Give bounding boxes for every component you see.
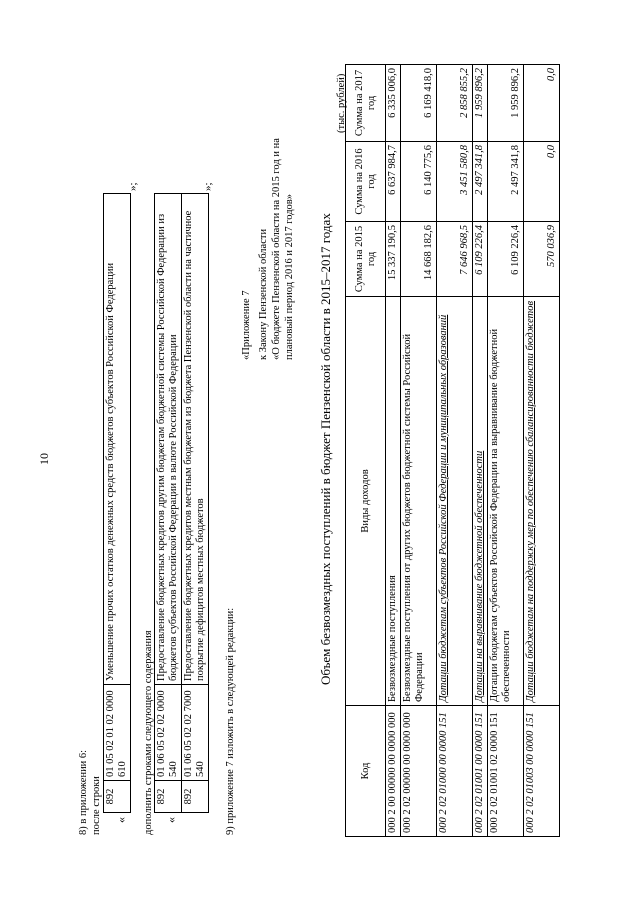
- cell-2015: 6 109 226,4: [473, 222, 488, 297]
- header-kind: Виды доходов: [346, 297, 386, 706]
- header-2017: Сумма на 2017 год: [346, 65, 386, 142]
- cell-name: Безвозмездные поступления от других бюджетов бюджетной системы Российской Федерации: [401, 297, 437, 706]
- cell-2016: 2 497 341,8: [473, 142, 488, 222]
- section9-heading: 9) приложение 7 изложить в следующей редакции:: [225, 607, 236, 835]
- cell-2015: 15 337 190,5: [386, 222, 401, 297]
- table-row: [104, 194, 131, 813]
- cell-name: Дотации бюджетам субъектов Российской Федерации и муниципальных образований: [437, 297, 473, 706]
- appendix7-header: [240, 138, 296, 360]
- appendix6-new-rows-table: [154, 193, 209, 813]
- cell-code: 000 2 02 00000 00 0000 000: [401, 706, 437, 837]
- cell-2016: 6 140 775,6: [401, 142, 437, 222]
- cell-2017: 1 959 896,2: [473, 65, 488, 142]
- cell-2017: 0,0: [524, 65, 560, 142]
- cell-2015: 14 668 182,6: [401, 222, 437, 297]
- cell-admin: 892: [104, 781, 131, 813]
- cell-name: Предоставление бюджетных кредитов другим бюджетам бюджетной системы Российской Федерации из бюджетов субъектов Российской Федерации в валюте Российской Федерации: [155, 194, 182, 685]
- cell-code: 01 06 05 02 02 7000 540: [182, 685, 209, 781]
- table-row: [473, 65, 488, 837]
- cell-2015: 6 109 226,4: [488, 222, 524, 297]
- cell-2015: 570 036,9: [524, 222, 560, 297]
- cell-code: 01 06 05 02 02 0000 540: [155, 685, 182, 781]
- cell-code: 000 2 02 01001 00 0000 151: [473, 706, 488, 837]
- header-code: Код: [346, 706, 386, 837]
- cell-name: Предоставление бюджетных кредитов местным бюджетам из бюджета Пензенской области на частичное покрытие дефицитов местных бюджетов: [182, 194, 209, 685]
- header-2015: Сумма на 2015 год: [346, 222, 386, 297]
- cell-code: 000 2 02 01001 02 0000 151: [488, 706, 524, 837]
- page-number: 10: [37, 453, 51, 465]
- cell-2016: 6 637 984,7: [386, 142, 401, 222]
- units-label: (тыс. рублей): [336, 73, 347, 133]
- table-row: [401, 65, 437, 837]
- cell-name: Дотации бюджетам на поддержку мер по обеспечению сбалансированности бюджетов: [524, 297, 560, 706]
- table-row: [437, 65, 473, 837]
- table-header-row: [346, 65, 386, 837]
- cell-2017: 6 335 006,0: [386, 65, 401, 142]
- table-row: [488, 65, 524, 837]
- close-quote: »;: [127, 182, 139, 191]
- revenue-table: [345, 64, 560, 837]
- add-rows-label: дополнить строками следующего содержания: [143, 630, 154, 835]
- cell-code: 01 05 02 01 02 0000 610: [104, 685, 131, 781]
- close-quote: »;: [202, 182, 214, 191]
- after-rows-label: после строки: [91, 776, 102, 835]
- cell-code: 000 2 02 01003 00 0000 151: [524, 706, 560, 837]
- cell-code: 000 2 00 00000 00 0000 000: [386, 706, 401, 837]
- appendix-law-title: «О бюджете Пензенской области на 2015 год и на: [271, 138, 282, 360]
- section8-heading: 8) в приложении 6:: [78, 749, 89, 835]
- cell-2017: 1 959 896,2: [488, 65, 524, 142]
- table-row: [524, 65, 560, 837]
- cell-2017: 6 169 418,0: [401, 65, 437, 142]
- appendix-law-line: к Закону Пензенской области: [258, 228, 269, 360]
- appendix6-old-row-table: [103, 193, 131, 813]
- cell-2016: 0,0: [524, 142, 560, 222]
- appendix-law-period: плановый период 2016 и 2017 годов»: [284, 194, 295, 360]
- table-row: [182, 194, 209, 813]
- table-title: Объем безвозмездных поступлений в бюджет Пензенской области в 2015–2017 годах: [318, 213, 333, 685]
- cell-2016: 2 497 341,8: [488, 142, 524, 222]
- cell-code: 000 2 02 01000 00 0000 151: [437, 706, 473, 837]
- header-2016: Сумма на 2016 год: [346, 142, 386, 222]
- cell-admin: 892: [155, 781, 182, 813]
- cell-admin: 892: [182, 781, 209, 813]
- table-row: [155, 194, 182, 813]
- cell-name: Дотации бюджетам субъектов Российской Федерации на выравнивание бюджетной обеспеченности: [488, 297, 524, 706]
- cell-2017: 2 858 855,2: [437, 65, 473, 142]
- cell-name: Дотации на выравнивание бюджетной обеспеченности: [473, 297, 488, 706]
- cell-name: Уменьшение прочих остатков денежных средств бюджетов субъектов Российской Федерации: [104, 194, 131, 685]
- table-row: [386, 65, 401, 837]
- cell-name: Безвозмездные поступления: [386, 297, 401, 706]
- open-quote: «: [114, 817, 128, 823]
- open-quote: «: [164, 817, 178, 823]
- cell-2015: 7 646 968,5: [437, 222, 473, 297]
- appendix-title: «Приложение 7: [241, 290, 252, 360]
- cell-2016: 3 451 580,8: [437, 142, 473, 222]
